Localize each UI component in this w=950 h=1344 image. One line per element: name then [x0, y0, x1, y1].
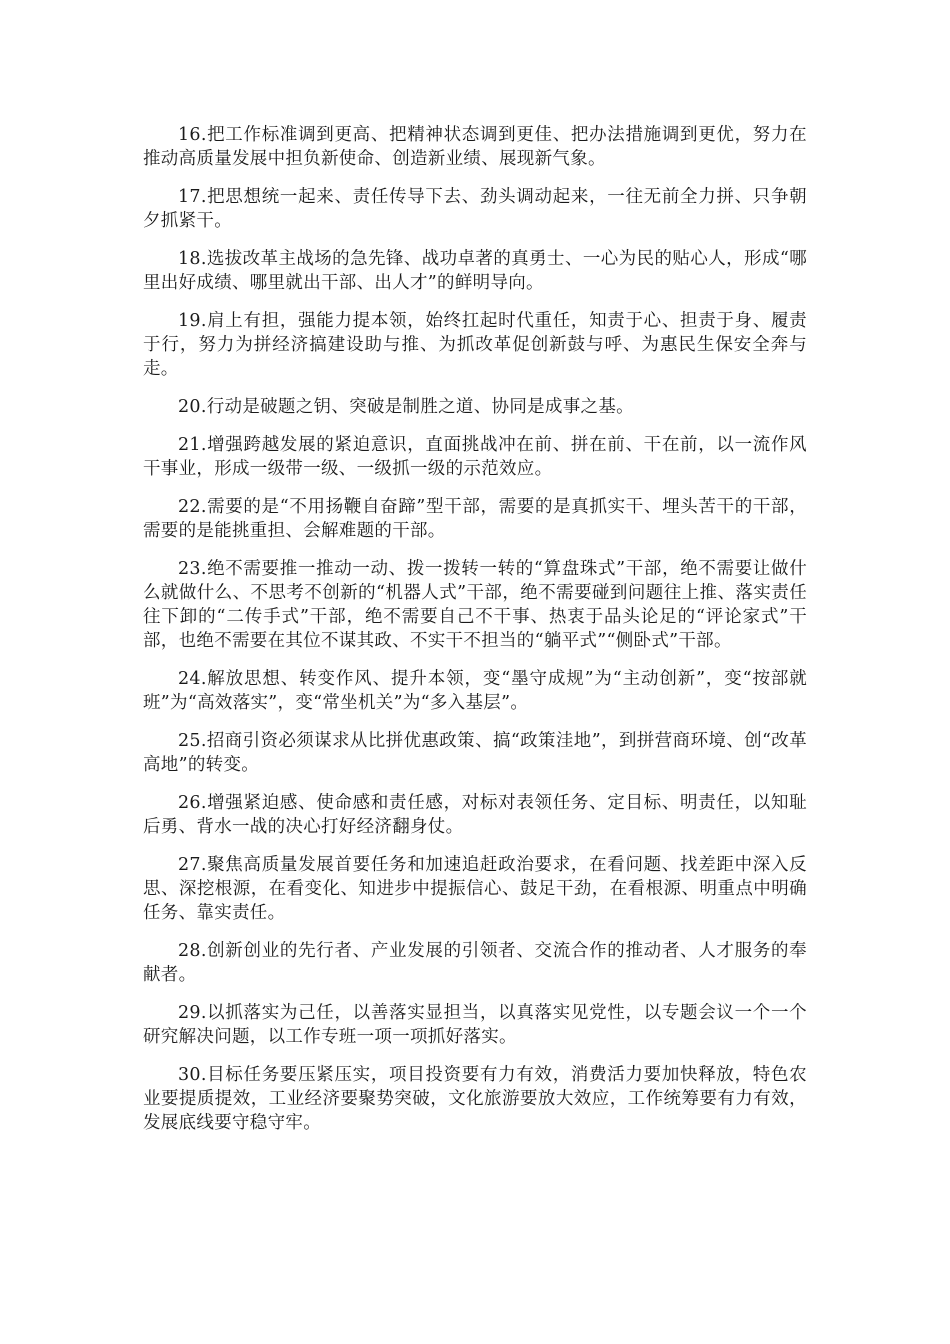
document-body [143, 123, 807, 1149]
paragraph-22: 22.需要的是“不用扬鞭自奋蹄”型干部，需要的是真抓实干、埋头苦干的干部，需要的是能挑重担、会解难题的干部。 [143, 497, 807, 541]
paragraph-27: 27.聚焦高质量发展首要任务和加速追赶政治要求，在看问题、找差距中深入反思、深挖根源，在看变化、知进步中提振信心、鼓足干劲，在看根源、明重点中明确任务、靠实责任。 [143, 855, 807, 923]
paragraph-28: 28.创新创业的先行者、产业发展的引领者、交流合作的推动者、人才服务的奉献者。 [143, 941, 807, 985]
paragraph-17: 17.把思想统一起来、责任传导下去、劲头调动起来，一往无前全力拼、只争朝夕抓紧干。 [143, 187, 807, 231]
paragraph-25: 25.招商引资必须谋求从比拼优惠政策、搞“政策洼地”，到拼营商环境、创“改革高地”的转变。 [143, 731, 807, 775]
paragraph-26: 26.增强紧迫感、使命感和责任感，对标对表领任务、定目标、明责任，以知耻后勇、背水一战的决心打好经济翻身仗。 [143, 793, 807, 837]
paragraph-29: 29.以抓落实为己任，以善落实显担当，以真落实见党性，以专题会议一个一个研究解决问题，以工作专班一项一项抓好落实。 [143, 1003, 807, 1047]
paragraph-19: 19.肩上有担，强能力提本领，始终扛起时代重任，知责于心、担责于身、履责于行，努力为拼经济搞建设助与推、为抓改革促创新鼓与呼、为惠民生保安全奔与走。 [143, 311, 807, 379]
paragraph-30: 30.目标任务要压紧压实，项目投资要有力有效，消费活力要加快释放，特色农业要提质提效，工业经济要聚势突破，文化旅游要放大效应，工作统筹要有力有效，发展底线要守稳守牢。 [143, 1065, 807, 1133]
paragraph-23: 23.绝不需要推一推动一动、拨一拨转一转的“算盘珠式”干部，绝不需要让做什么就做什么、不思考不创新的“机器人式”干部，绝不需要碰到问题往上推、落实责任往下卸的“二传手式”干部，绝不需要自己不干事、热衷于品头论足的“评论家式”干部，也绝不需要在其位不谋其政、不实干不担当的“躺平式”“侧卧式”干部。 [143, 559, 807, 651]
paragraph-21: 21.增强跨越发展的紧迫意识，直面挑战冲在前、拼在前、干在前，以一流作风干事业，形成一级带一级、一级抓一级的示范效应。 [143, 435, 807, 479]
paragraph-20: 20.行动是破题之钥、突破是制胜之道、协同是成事之基。 [178, 397, 634, 417]
paragraph-18: 18.选拔改革主战场的急先锋、战功卓著的真勇士、一心为民的贴心人，形成“哪里出好成绩、哪里就出干部、出人才”的鲜明导向。 [143, 249, 807, 293]
paragraph-24: 24.解放思想、转变作风、提升本领，变“墨守成规”为“主动创新”，变“按部就班”为“高效落实”，变“常坐机关”为“多入基层”。 [143, 669, 807, 713]
paragraph-16: 16.把工作标准调到更高、把精神状态调到更佳、把办法措施调到更优，努力在推动高质量发展中担负新使命、创造新业绩、展现新气象。 [143, 125, 807, 169]
